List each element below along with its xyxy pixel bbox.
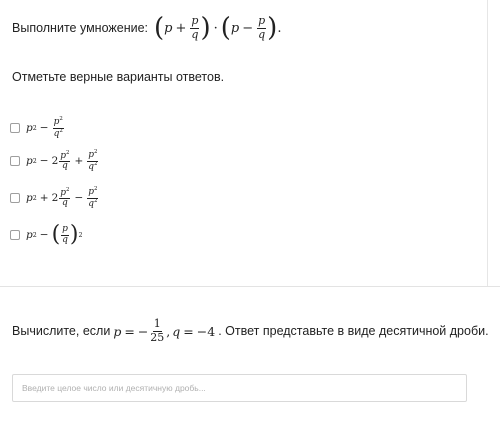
option-2-checkbox[interactable] [10, 156, 20, 166]
section-divider [0, 286, 500, 287]
condition-formula: p = − $\frac{1}{25}$ , q = −4 [113, 317, 216, 344]
answer-input[interactable] [13, 375, 466, 401]
option-3[interactable] [10, 187, 99, 210]
fraction-p-over-q: $\frac{p}{q}$ [258, 14, 266, 41]
option-3-checkbox[interactable] [10, 193, 20, 203]
task-prompt [12, 11, 281, 45]
option-1[interactable] [10, 117, 65, 140]
option-1-formula: p 2 − $\frac{p^2}{q^2}$ [26, 116, 63, 139]
option-3-formula: p 2 + 2 $\frac{p^2}{q}$ − $\frac{p^2}{q^2}$ [26, 186, 98, 209]
option-4[interactable] [10, 224, 83, 246]
option-2-formula: p 2 − 2 $\frac{p^2}{q}$ + $\frac{p^2}{q^2}$ [26, 149, 98, 172]
option-4-formula: p 2 − ( $\frac{p}{q}$ ) 2 [26, 222, 83, 247]
option-2[interactable] [10, 150, 99, 173]
option-4-checkbox[interactable] [10, 230, 20, 240]
fraction-p-over-q: $\frac{p}{q}$ [191, 14, 199, 41]
card-border-right [487, 0, 488, 286]
calc-question: Вычислите, если p = − $\frac{1}{25}$ , q = −4 . Ответ представьте в виде десятичной дроби. [12, 317, 489, 344]
expression: ( p + $\frac{p}{q}$ ) · ( p − $\frac{p}{q}$ ) . [154, 13, 282, 43]
prompt-text: Выполните умножение: [12, 21, 148, 35]
answer-field[interactable] [12, 374, 467, 402]
option-1-checkbox[interactable] [10, 123, 20, 133]
instruction-text: Отметьте верные варианты ответов. [12, 70, 225, 84]
